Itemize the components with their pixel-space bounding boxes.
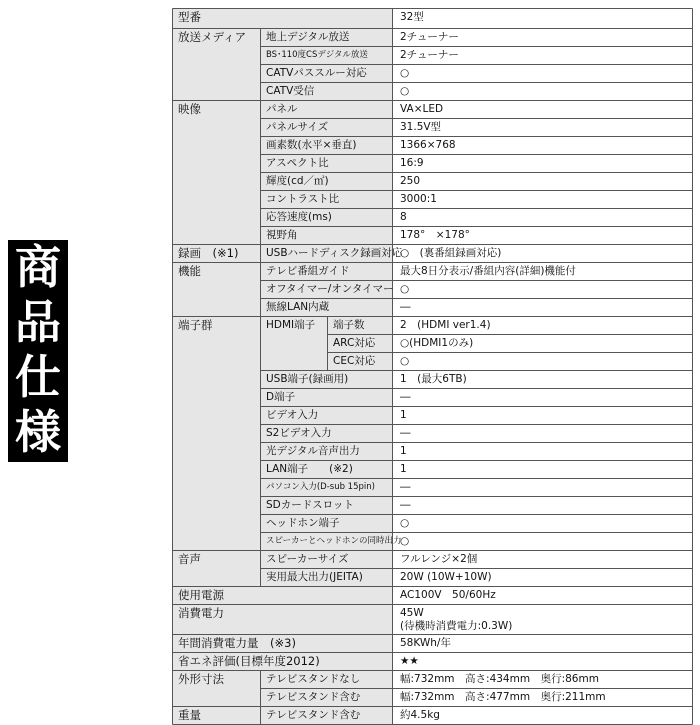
value-cell: 幅:732mm 高さ:434mm 奥行:86mm (400, 673, 599, 685)
category-label: 外形寸法 (178, 672, 224, 686)
value-cell: 31.5V型 (400, 121, 442, 133)
value-cell: 2 (HDMI ver1.4) (400, 319, 491, 331)
sub-label: 光デジタル音声出力 (266, 445, 360, 457)
category-label: 年間消費電力量 (※3) (178, 636, 296, 650)
category-label: 録画 (※1) (178, 246, 239, 260)
category-label: 重量 (178, 708, 201, 722)
sub-label: 画素数(水平×垂直) (266, 139, 357, 151)
side-panel (0, 0, 128, 700)
category-label: 機能 (178, 264, 201, 278)
value-cell: 1 (400, 409, 407, 421)
sub-label: オフタイマー/オンタイマー (266, 283, 394, 295)
value-cell: 8 (400, 211, 407, 223)
sub-label: パネル (266, 103, 298, 115)
sub-label: スピーカーとヘッドホンの同時出力 (266, 536, 402, 546)
sub-label: BS･110度CSデジタル放送 (266, 50, 368, 60)
sub-label: 無線LAN内蔵 (266, 301, 330, 313)
value-cell: ― (400, 391, 411, 403)
value-cell: AC100V 50/60Hz (400, 589, 496, 601)
sub-label: 視野角 (266, 229, 298, 241)
spec-heading (8, 240, 68, 462)
sub-label: USB端子(録画用) (266, 373, 349, 385)
category-label: 映像 (178, 102, 201, 116)
sub-label: パネルサイズ (266, 121, 329, 133)
sub-label: CATVパススルー対応 (266, 67, 367, 79)
value-cell: 178° ×178° (400, 229, 470, 241)
category-label: 型番 (178, 10, 201, 24)
value-cell: 2チューナー (400, 31, 459, 43)
value-cell: ― (400, 499, 411, 511)
category-label: 放送メディア (178, 30, 247, 44)
sub-label: スピーカーサイズ (266, 553, 349, 565)
sub-label: 輝度(cd／㎡) (266, 175, 329, 187)
value-cell: ― (400, 481, 411, 493)
category-label: 音声 (178, 552, 201, 566)
sub-label: テレビスタンド含む (266, 691, 361, 703)
value-cell: 32型 (400, 11, 424, 23)
sub-label: 応答速度(ms) (266, 211, 332, 223)
sub2-label: ARC対応 (333, 337, 376, 349)
sub-label: 地上デジタル放送 (266, 31, 350, 43)
sub-label: ヘッドホン端子 (266, 517, 340, 529)
sub-label: S2ビデオ入力 (266, 427, 332, 439)
sub-label: D端子 (266, 391, 296, 403)
sub-label: テレビ番組ガイド (266, 265, 350, 277)
value-cell: 1 (400, 463, 407, 475)
value-cell: ○ (400, 67, 410, 79)
value-cell: 1 (最大6TB) (400, 373, 467, 385)
value-cell: 2チューナー (400, 49, 459, 61)
value-cell: ★★ (400, 655, 419, 667)
value-cell: VA×LED (400, 103, 444, 115)
sub-label: 実用最大出力(JEITA) (266, 571, 363, 583)
value-cell: ○ (400, 85, 410, 97)
value-cell: ○ (400, 355, 410, 367)
value-cell: ○ (400, 517, 410, 529)
category-label: 端子群 (178, 318, 213, 332)
sub-label: ビデオ入力 (266, 409, 319, 421)
category-label: 使用電源 (178, 588, 224, 602)
value-cell: 1 (400, 445, 407, 457)
value-cell: ○ (400, 535, 410, 547)
value-cell: ○ (400, 283, 410, 295)
value-cell: ○ (裏番組録画対応) (400, 247, 502, 259)
value-cell: ― (400, 301, 411, 313)
heading-char: 仕 (15, 350, 61, 404)
value-cell: 16:9 (400, 157, 424, 169)
sub-label: コントラスト比 (266, 193, 340, 205)
sub-label: CATV受信 (266, 85, 315, 97)
heading-char: 商 (15, 240, 61, 294)
sub-label: LAN端子 (※2) (266, 463, 353, 475)
value-cell: ― (400, 427, 411, 439)
sub-label: USBハードディスク録画対応 (266, 247, 403, 259)
value-cell: 1366×768 (400, 139, 456, 151)
value-cell: 最大8日分表示/番組内容(詳細)機能付 (400, 265, 576, 277)
heading-char: 品 (15, 295, 61, 349)
value-cell: 約4.5kg (400, 709, 440, 721)
sub-label: テレビスタンド含む (266, 709, 361, 721)
value-cell: 3000:1 (400, 193, 437, 205)
sub-label: パソコン入力(D-sub 15pin) (266, 482, 375, 492)
category-label: 消費電力 (178, 606, 224, 620)
value-cell: 250 (400, 175, 421, 187)
value-cell: 20W (10W+10W) (400, 571, 492, 583)
sub2-label: 端子数 (333, 319, 365, 331)
sub2-label: CEC対応 (333, 355, 376, 367)
spec-table (172, 8, 692, 722)
sub-label: HDMI端子 (266, 319, 316, 331)
category-label: 省エネ評価(目標年度2012) (178, 654, 320, 668)
value-cell: (待機時消費電力:0.3W) (400, 620, 513, 632)
sub-label: SDカードスロット (266, 499, 354, 511)
heading-char: 様 (15, 405, 61, 459)
sub-label: アスペクト比 (266, 157, 329, 169)
value-cell: 45W (400, 607, 424, 619)
value-cell: フルレンジ×2個 (400, 553, 478, 565)
value-cell: 58KWh/年 (400, 637, 451, 649)
value-cell: 幅:732mm 高さ:477mm 奥行:211mm (400, 691, 606, 703)
value-cell: ○(HDMI1のみ) (400, 337, 474, 349)
sub-label: テレビスタンドなし (266, 673, 361, 685)
